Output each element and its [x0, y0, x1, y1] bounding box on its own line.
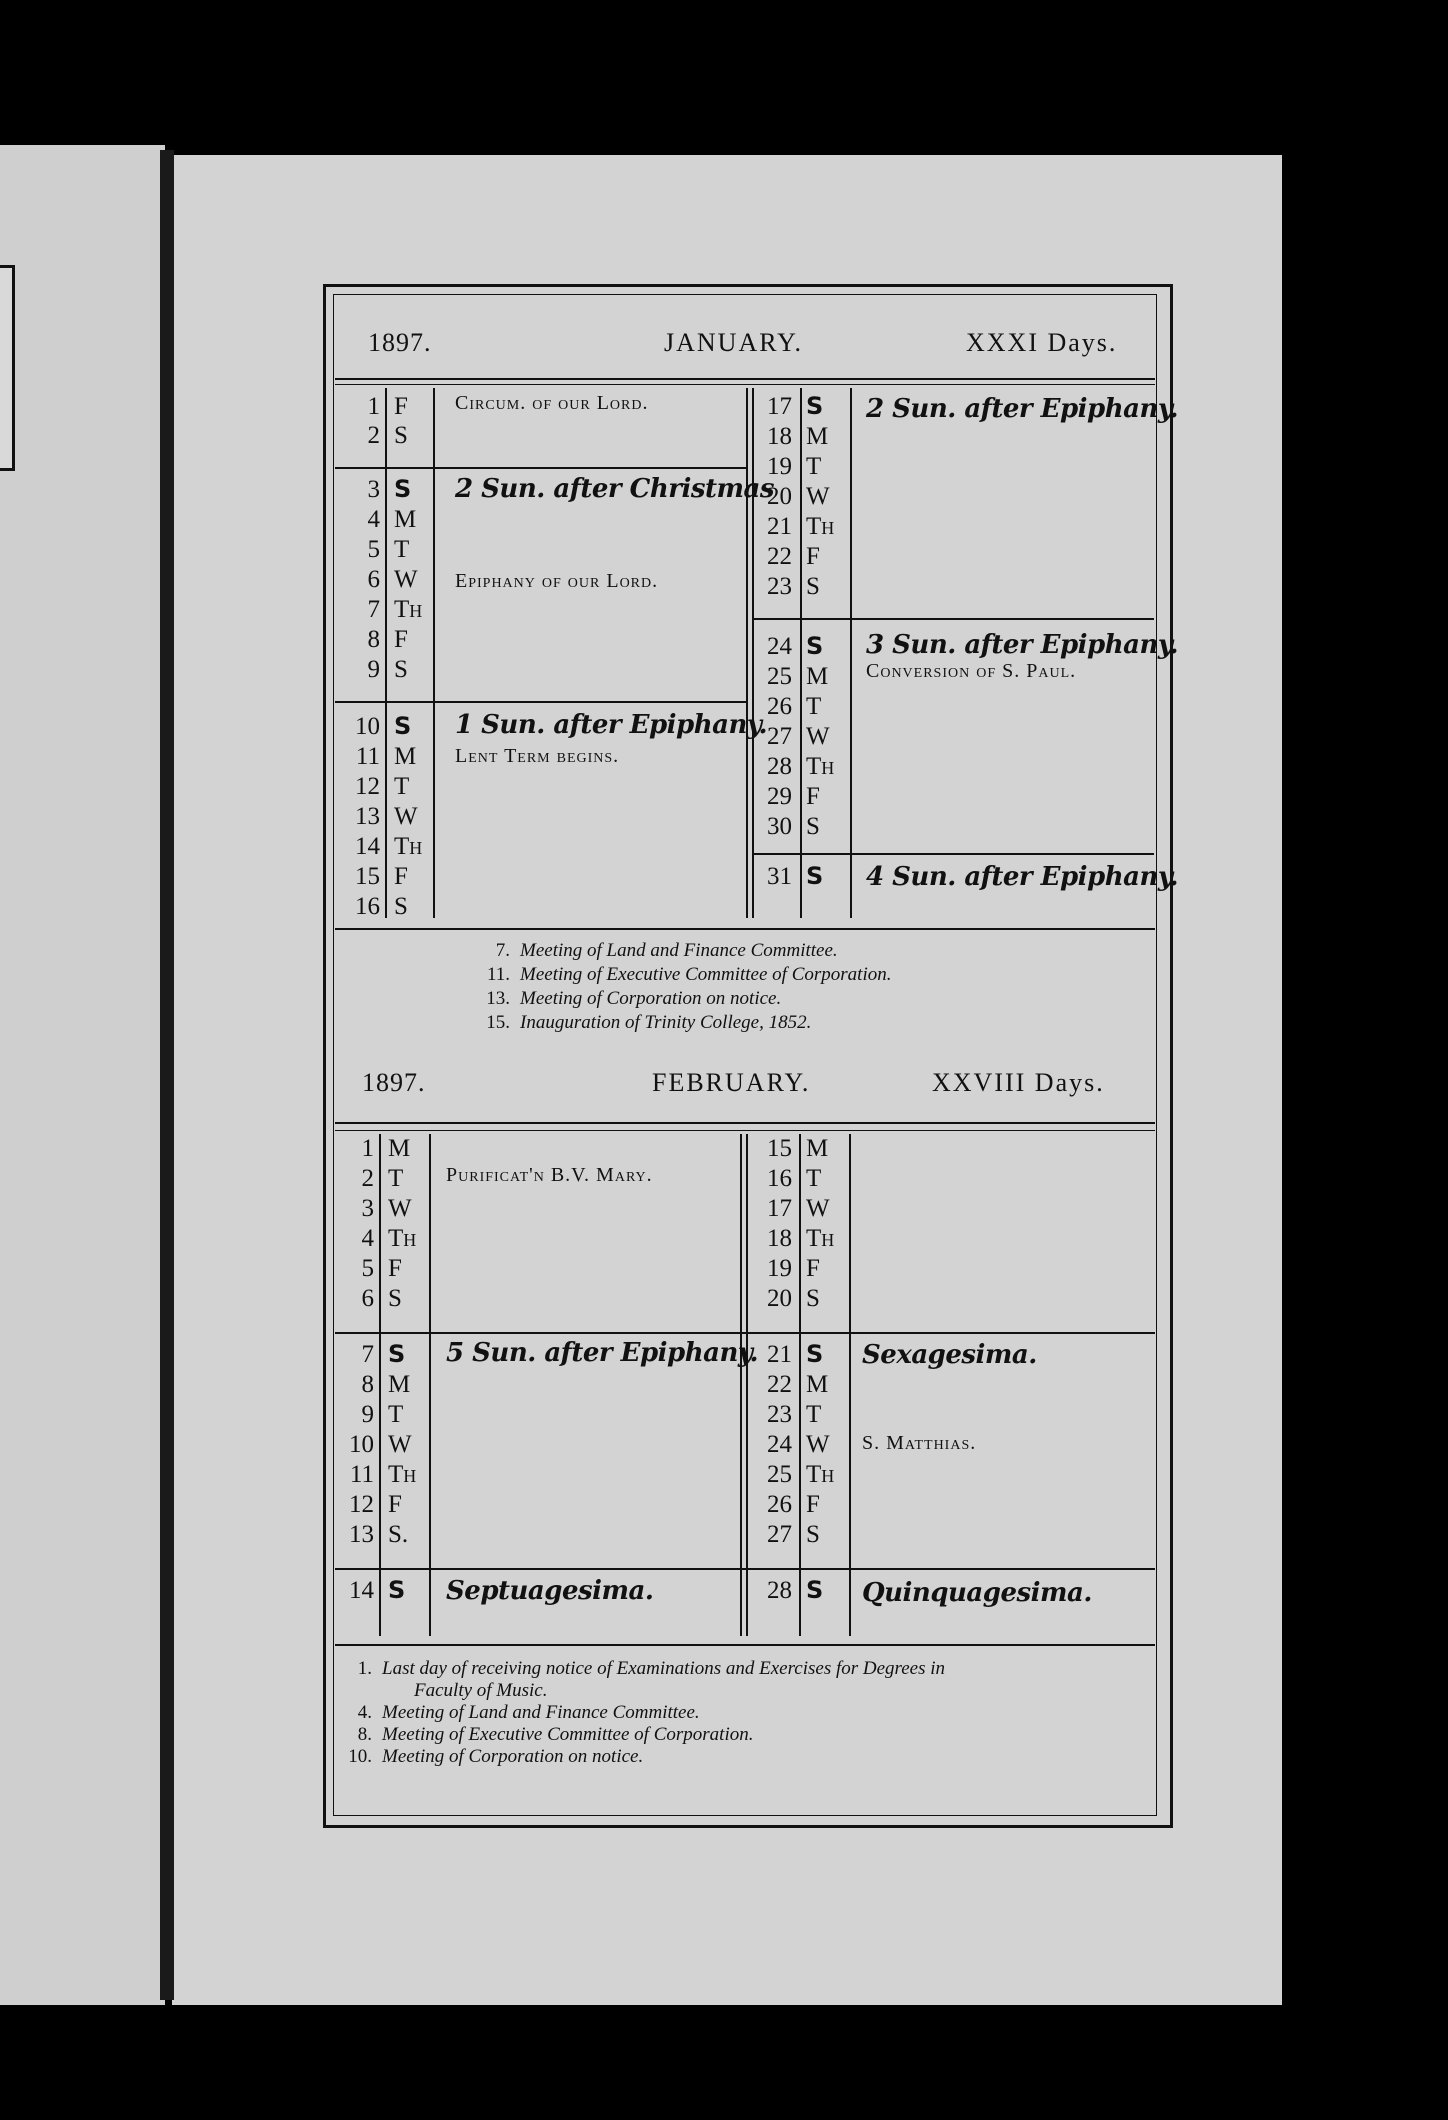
jan-col-line	[850, 388, 852, 918]
day-number: 18	[767, 423, 792, 450]
feb-col-line	[740, 1134, 742, 1636]
feb-col-line	[849, 1134, 851, 1636]
footnote-number: 1.	[357, 1658, 372, 1679]
day-of-week: S	[806, 392, 824, 420]
day-of-week: F	[388, 1491, 402, 1518]
book-spine	[160, 150, 174, 2000]
day-of-week: F	[806, 543, 820, 570]
day-number: 16	[355, 893, 380, 920]
day-of-week: S	[394, 893, 408, 920]
day-number: 21	[767, 1341, 792, 1368]
day-number: 17	[767, 1195, 792, 1222]
day-number: 5	[367, 536, 380, 563]
jan-week-rule	[752, 853, 1154, 855]
jan-year: 1897.	[368, 328, 432, 357]
day-number: 22	[767, 1371, 792, 1398]
day-of-week: S	[806, 632, 824, 660]
footnote-line	[332, 1746, 643, 1768]
jan-top-rule	[335, 378, 1155, 380]
day-number: 4	[361, 1225, 374, 1252]
day-of-week: T	[806, 1401, 822, 1428]
footnote-number: 10.	[348, 1746, 372, 1767]
day-of-week: F	[388, 1255, 402, 1282]
jan-days-label: XXXI Days.	[966, 328, 1118, 357]
day-of-week: Th	[388, 1225, 417, 1252]
feb-bottom-rule	[335, 1644, 1155, 1646]
day-of-week: S	[806, 1576, 824, 1604]
day-of-week: M	[388, 1371, 411, 1398]
footnote-line	[470, 1012, 811, 1034]
jan-bottom-rule	[335, 928, 1155, 930]
footnote-text: Inauguration of Trinity College, 1852.	[520, 1012, 812, 1033]
event-circumcision: Circum. of our Lord.	[455, 392, 649, 414]
day-number: 14	[349, 1577, 374, 1604]
day-number: 1	[367, 393, 380, 420]
day-of-week: F	[394, 393, 408, 420]
day-number: 19	[767, 1255, 792, 1282]
day-of-week: S	[394, 475, 412, 503]
day-of-week: F	[394, 626, 408, 653]
day-number: 2	[361, 1165, 374, 1192]
day-of-week: S	[388, 1576, 406, 1604]
event-st-matthias: S. Matthias.	[862, 1432, 977, 1454]
day-number: 5	[361, 1255, 374, 1282]
day-of-week: T	[394, 773, 410, 800]
event-epiphany: Epiphany of our Lord.	[455, 570, 659, 592]
day-of-week: T	[806, 1165, 822, 1192]
day-number: 21	[767, 513, 792, 540]
day-number: 26	[767, 1491, 792, 1518]
day-of-week: W	[806, 723, 830, 750]
jan-col-line	[746, 388, 748, 918]
day-number: 27	[767, 1521, 792, 1548]
feb-col-line	[799, 1134, 801, 1636]
footnote-number: 11.	[486, 964, 510, 985]
day-number: 15	[355, 863, 380, 890]
day-of-week: M	[394, 743, 417, 770]
day-of-week: M	[806, 1135, 829, 1162]
day-of-week: F	[806, 1255, 820, 1282]
day-of-week: W	[388, 1431, 412, 1458]
footnote-number: 8.	[357, 1724, 372, 1745]
day-of-week: Th	[394, 833, 423, 860]
day-number: 31	[767, 863, 792, 890]
feb-col-line	[379, 1134, 381, 1636]
feb-week-rule	[335, 1332, 1155, 1334]
day-of-week: M	[806, 1371, 829, 1398]
feb-year: 1897.	[362, 1068, 426, 1097]
footnote-line	[470, 964, 891, 986]
day-number: 22	[767, 543, 792, 570]
day-of-week: M	[388, 1135, 411, 1162]
event-sexagesima: Sexagesima.	[862, 1340, 1037, 1370]
day-of-week: T	[806, 693, 822, 720]
day-number: 24	[767, 1431, 792, 1458]
feb-days-label: XXVIII Days.	[932, 1068, 1105, 1097]
day-number: 23	[767, 1401, 792, 1428]
day-number: 14	[355, 833, 380, 860]
day-number: 16	[767, 1165, 792, 1192]
day-of-week: S	[806, 573, 820, 600]
day-number: 11	[355, 743, 380, 770]
event-purification: Purificat'n B.V. Mary.	[446, 1164, 653, 1186]
day-number: 15	[767, 1135, 792, 1162]
jan-week-rule	[752, 618, 1154, 620]
day-of-week: S	[394, 656, 408, 683]
event-1-sun-after-epiphany: 1 Sun. after Epiphany.	[455, 710, 768, 740]
day-of-week: S	[806, 1521, 820, 1548]
day-number: 28	[767, 753, 792, 780]
day-of-week: S	[388, 1285, 402, 1312]
day-of-week: M	[394, 506, 417, 533]
day-of-week: S	[806, 813, 820, 840]
day-number: 8	[367, 626, 380, 653]
day-number: 28	[767, 1577, 792, 1604]
day-number: 13	[349, 1521, 374, 1548]
day-number: 23	[767, 573, 792, 600]
day-of-week: W	[394, 566, 418, 593]
feb-top-rule-2	[335, 1130, 1155, 1131]
day-of-week: F	[394, 863, 408, 890]
day-of-week: S	[388, 1340, 406, 1368]
day-number: 10	[355, 713, 380, 740]
day-number: 4	[367, 506, 380, 533]
day-of-week: Th	[806, 513, 835, 540]
event-quinquagesima: Quinquagesima.	[862, 1578, 1092, 1608]
day-of-week: S	[806, 1285, 820, 1312]
day-number: 6	[367, 566, 380, 593]
footnote-line	[332, 1680, 548, 1702]
day-number: 24	[767, 633, 792, 660]
day-of-week: S	[806, 1340, 824, 1368]
day-of-week: S	[394, 422, 408, 449]
footnote-text: Faculty of Music.	[414, 1680, 548, 1701]
day-number: 8	[361, 1371, 374, 1398]
footnote-line	[332, 1724, 753, 1746]
day-number: 3	[367, 476, 380, 503]
footnote-number: 13.	[486, 988, 510, 1009]
day-of-week: W	[806, 1431, 830, 1458]
day-of-week: M	[806, 423, 829, 450]
day-of-week: T	[388, 1165, 404, 1192]
day-number: 20	[767, 483, 792, 510]
event-2-sun-after-christmas: 2 Sun. after Christmas	[455, 474, 774, 504]
day-number: 17	[767, 393, 792, 420]
event-2-sun-after-epiphany: 2 Sun. after Epiphany.	[866, 394, 1179, 424]
jan-col-line	[800, 388, 802, 918]
footnote-line	[332, 1702, 700, 1724]
footnote-text: Meeting of Corporation on notice.	[520, 988, 782, 1009]
footnote-line	[332, 1658, 945, 1680]
day-number: 30	[767, 813, 792, 840]
day-of-week: T	[388, 1401, 404, 1428]
day-number: 7	[361, 1341, 374, 1368]
jan-week-rule	[335, 467, 746, 469]
event-septuagesima: Septuagesima.	[446, 1576, 654, 1606]
day-of-week: S	[806, 862, 824, 890]
feb-week-rule	[335, 1568, 1155, 1570]
day-number: 11	[349, 1461, 374, 1488]
day-of-week: W	[806, 483, 830, 510]
footnote-number: 15.	[486, 1012, 510, 1033]
day-number: 18	[767, 1225, 792, 1252]
footnote-text: Meeting of Land and Finance Committee.	[382, 1702, 700, 1723]
event-lent-term: Lent Term begins.	[455, 745, 620, 767]
feb-col-line	[429, 1134, 431, 1636]
jan-month-title: JANUARY.	[664, 328, 804, 357]
day-number: 20	[767, 1285, 792, 1312]
day-of-week: T	[806, 453, 822, 480]
day-of-week: S	[394, 712, 412, 740]
footnote-text: Last day of receiving notice of Examinations and Exercises for Degrees in	[382, 1658, 946, 1679]
event-4-sun-after-epiphany: 4 Sun. after Epiphany.	[866, 862, 1179, 892]
day-number: 3	[361, 1195, 374, 1222]
day-of-week: W	[388, 1195, 412, 1222]
footnote-number: 4.	[357, 1702, 372, 1723]
event-conversion-st-paul: Conversion of S. Paul.	[866, 660, 1077, 682]
day-of-week: Th	[394, 596, 423, 623]
feb-col-line	[746, 1134, 748, 1636]
day-of-week: Th	[388, 1461, 417, 1488]
day-number: 10	[349, 1431, 374, 1458]
jan-top-rule-2	[335, 384, 1155, 385]
day-number: 2	[367, 422, 380, 449]
day-number: 26	[767, 693, 792, 720]
day-number: 9	[361, 1401, 374, 1428]
day-of-week: W	[806, 1195, 830, 1222]
day-number: 13	[355, 803, 380, 830]
feb-month-title: FEBRUARY.	[652, 1068, 811, 1097]
day-number: 9	[367, 656, 380, 683]
day-number: 27	[767, 723, 792, 750]
day-number: 25	[767, 1461, 792, 1488]
footnote-text: Meeting of Land and Finance Committee.	[520, 940, 838, 961]
day-number: 29	[767, 783, 792, 810]
left-page-edge	[0, 145, 165, 2005]
day-number: 6	[361, 1285, 374, 1312]
day-number: 7	[367, 596, 380, 623]
day-number: 12	[355, 773, 380, 800]
day-of-week: F	[806, 783, 820, 810]
footnote-text: Meeting of Executive Committee of Corporation.	[382, 1724, 754, 1745]
day-of-week: M	[806, 663, 829, 690]
day-of-week: W	[394, 803, 418, 830]
footnote-line	[470, 940, 838, 962]
day-of-week: Th	[806, 1461, 835, 1488]
day-number: 19	[767, 453, 792, 480]
jan-week-rule	[335, 701, 746, 703]
footnote-text: Meeting of Corporation on notice.	[382, 1746, 644, 1767]
day-of-week: Th	[806, 1225, 835, 1252]
event-5-sun-after-epiphany: 5 Sun. after Epiphany.	[446, 1338, 759, 1368]
footnote-line	[470, 988, 781, 1010]
day-of-week: S.	[388, 1521, 409, 1548]
left-page-box	[0, 265, 15, 471]
day-number: 25	[767, 663, 792, 690]
feb-top-rule	[335, 1122, 1155, 1124]
day-of-week: T	[394, 536, 410, 563]
day-of-week: F	[806, 1491, 820, 1518]
event-3-sun-after-epiphany: 3 Sun. after Epiphany.	[866, 630, 1179, 660]
footnote-number: 7.	[495, 940, 510, 961]
footnote-text: Meeting of Executive Committee of Corporation.	[520, 964, 892, 985]
day-of-week: Th	[806, 753, 835, 780]
day-number: 1	[361, 1135, 374, 1162]
day-number: 12	[349, 1491, 374, 1518]
